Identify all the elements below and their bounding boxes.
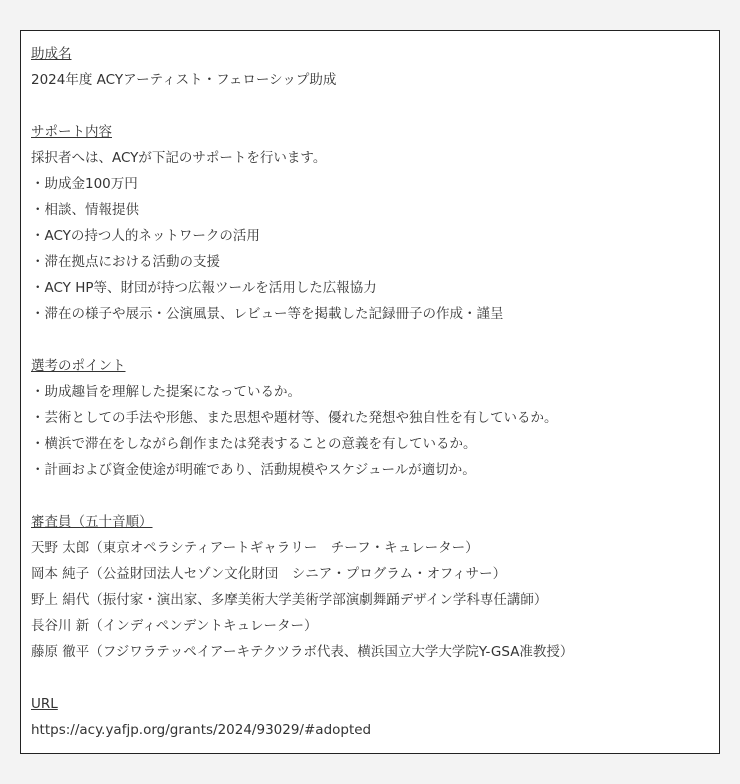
support-item: ・ACY HP等、財団が持つ広報ツールを活用した広報協力 [31, 280, 377, 296]
jury-heading: 審査員（五十音順） [31, 514, 153, 530]
selection-point-item: ・芸術としての手法や形態、また思想や題材等、優れた発想や独自性を有しているか。 [31, 410, 558, 426]
grant-name-value: 2024年度 ACYアーティスト・フェローシップ助成 [31, 72, 337, 88]
spacer [31, 327, 709, 353]
support-item: ・助成金100万円 [31, 176, 138, 192]
support-item: ・相談、情報提供 [31, 202, 139, 218]
jury-member: 天野 太郎（東京オペラシティアートギャラリー チーフ・キュレーター） [31, 540, 479, 556]
jury-member: 藤原 徹平（フジワラテッペイアーキテクツラボ代表、横浜国立大学大学院Y-GSA准教授） [31, 644, 574, 660]
spacer [31, 665, 709, 691]
content-body [21, 31, 719, 743]
grant-name-heading: 助成名 [31, 46, 72, 62]
selection-point-item: ・横浜で滞在をしながら創作または発表することの意義を有しているか。 [31, 436, 477, 452]
support-item: ・ACYの持つ人的ネットワークの活用 [31, 228, 260, 244]
selection-point-item: ・助成趣旨を理解した提案になっているか。 [31, 384, 301, 400]
spacer [31, 483, 709, 509]
selection-point-item: ・計画および資金使途が明確であり、活動規模やスケジュールが適切か。 [31, 462, 476, 478]
selection-points-heading: 選考のポイント [31, 358, 126, 374]
support-heading: サポート内容 [31, 124, 112, 140]
url-heading: URL [31, 696, 58, 712]
support-item: ・滞在拠点における活動の支援 [31, 254, 220, 270]
jury-member: 岡本 純子（公益財団法人セゾン文化財団 シニア・プログラム・オフィサー） [31, 566, 507, 582]
jury-member: 野上 絹代（振付家・演出家、多摩美術大学美術学部演劇舞踊デザイン学科専任講師） [31, 592, 548, 608]
content-frame [20, 30, 720, 754]
jury-member: 長谷川 新（インディペンデントキュレーター） [31, 618, 318, 634]
grant-url-link[interactable]: https://acy.yafjp.org/grants/2024/93029/#adopted [31, 722, 372, 738]
spacer [31, 93, 709, 119]
support-intro: 採択者へは、ACYが下記のサポートを行います。 [31, 150, 327, 166]
support-item: ・滞在の様子や展示・公演風景、レビュー等を掲載した記録冊子の作成・謹呈 [31, 306, 504, 322]
